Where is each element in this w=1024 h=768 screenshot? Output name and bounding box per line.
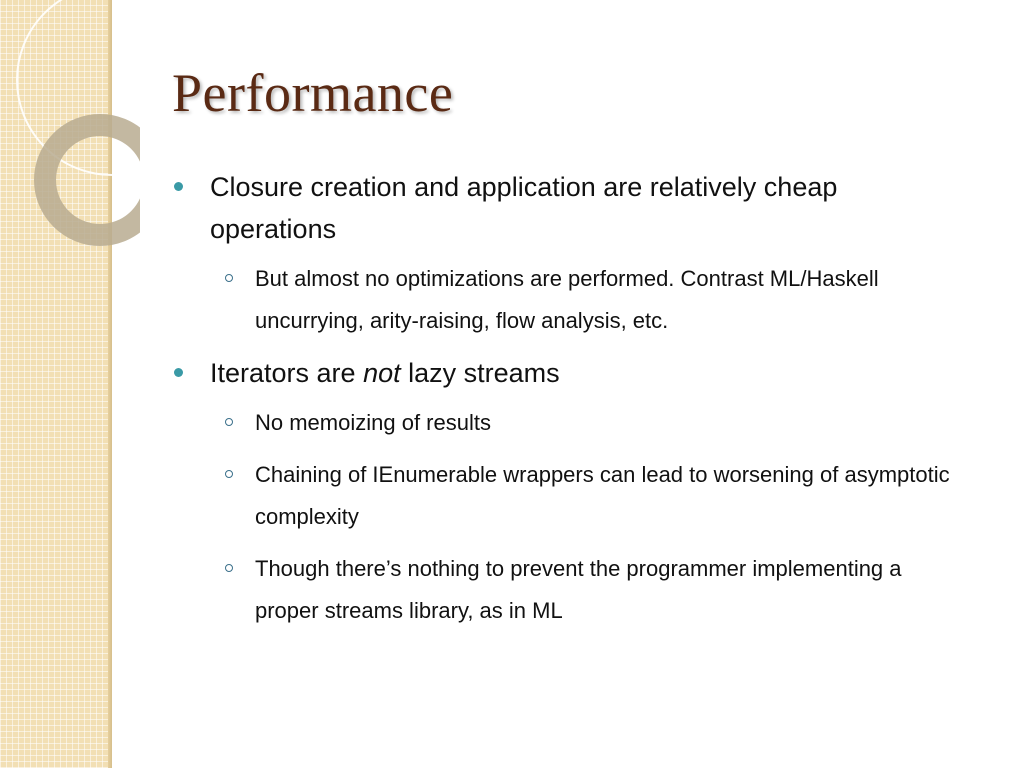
sub-bullet-text: Though there’s nothing to prevent the programmer implementing a proper streams library, as in ML <box>255 556 902 623</box>
bullet-text-before: Iterators are <box>210 358 364 388</box>
decorative-circles <box>0 0 140 260</box>
sub-bullet-text: No memoizing of results <box>255 410 491 435</box>
sub-bullet-item <box>172 548 962 632</box>
sub-bullet-ring-icon <box>225 418 233 426</box>
sub-bullet-ring-icon <box>225 274 233 282</box>
slide-title: Performance <box>172 63 454 123</box>
bullet-dot-icon <box>174 182 183 191</box>
bullet-text-emphasis: not <box>363 358 401 388</box>
bullet-item <box>172 352 962 394</box>
bullet-text: Closure creation and application are relatively cheap operations <box>210 172 838 244</box>
sub-bullet-ring-icon <box>225 564 233 572</box>
sub-bullet-text: But almost no optimizations are performed. Contrast ML/Haskell uncurrying, arity-raising, flow analysis, etc. <box>255 266 879 333</box>
slide-content <box>172 166 962 642</box>
sub-bullet-item <box>172 258 962 342</box>
sub-bullet-ring-icon <box>225 470 233 478</box>
bullet-text-after: lazy streams <box>400 358 560 388</box>
bullet-dot-icon <box>174 368 183 377</box>
sub-bullet-text: Chaining of IEnumerable wrappers can lead to worsening of asymptotic complexity <box>255 462 950 529</box>
sub-bullet-item <box>172 454 962 538</box>
sub-bullet-item <box>172 402 962 444</box>
bullet-item <box>172 166 962 250</box>
